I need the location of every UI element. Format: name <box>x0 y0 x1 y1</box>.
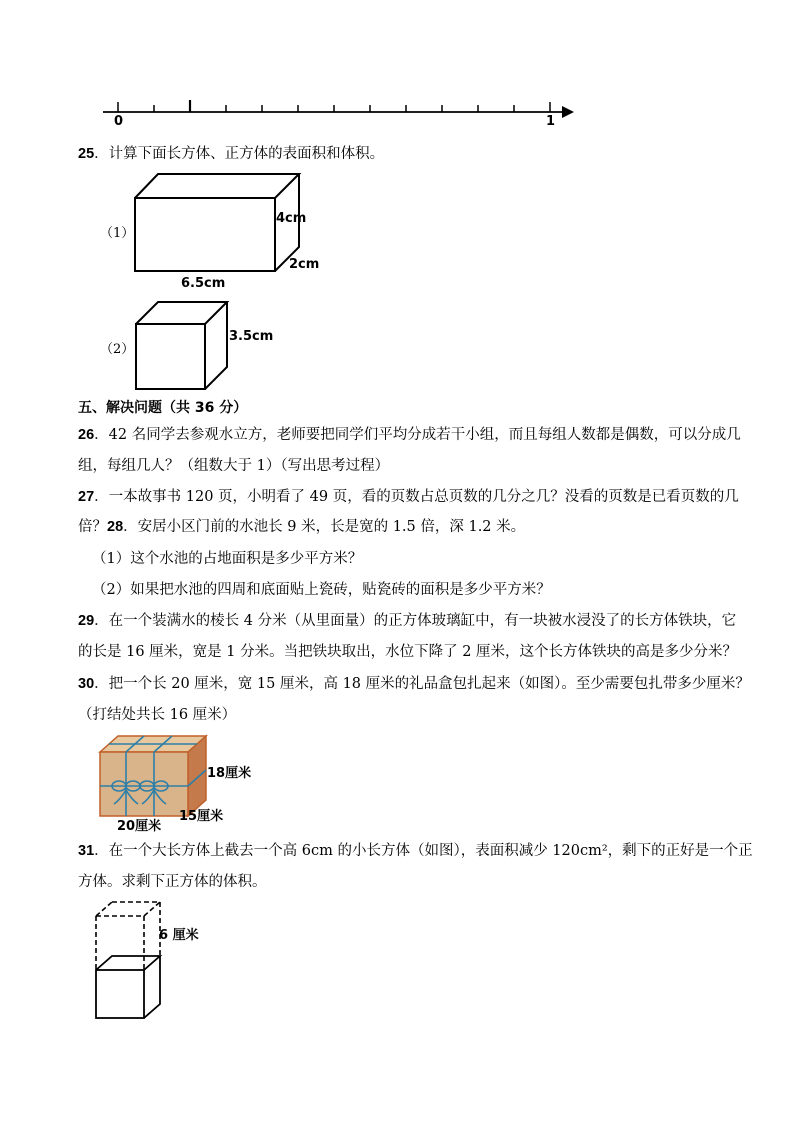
question-28-number: 28 <box>107 519 124 535</box>
question-28-text: ．安居小区门前的水池长 9 米，长是宽的 1.5 倍，深 1.2 米。 <box>123 519 526 535</box>
question-27-text-2: 倍？ <box>78 519 107 535</box>
question-25 <box>78 144 384 164</box>
question-25-number: 25 <box>78 146 95 162</box>
question-30-text-1: ．把一个长 20 厘米，宽 15 厘米，高 18 厘米的礼品盒包扎起来（如图）。至少需要包扎带多少厘米？ <box>94 676 750 692</box>
cube-edge-label: 3.5cm <box>229 329 274 344</box>
question-28-sub-2: （2）如果把水池的四周和底面贴上瓷砖，贴瓷砖的面积是多少平方米？ <box>92 582 551 598</box>
question-27-number: 27 <box>78 489 95 505</box>
question-26-line-1 <box>78 425 741 445</box>
question-27-line-2 <box>78 517 525 537</box>
question-31-number: 31 <box>78 843 95 859</box>
cut-cuboid-figure <box>92 898 168 1022</box>
question-30-number: 30 <box>78 676 95 692</box>
question-27-line-1 <box>78 487 739 507</box>
section-5-title: 五、解决问题（共 36 分） <box>78 400 248 416</box>
question-30-line-2: （打结处共长 16 厘米） <box>78 707 237 723</box>
question-30-line-1 <box>78 674 750 694</box>
question-28-sub-1: （1）这个水池的占地面积是多少平方米？ <box>92 551 363 567</box>
question-26-number: 26 <box>78 427 95 443</box>
question-29-line-1 <box>78 611 736 631</box>
cuboid-length-label: 6.5cm <box>181 276 226 291</box>
question-29-text-1: ．在一个装满水的棱长 4 分米（从里面量）的正方体玻璃缸中，有一块被水浸没了的长方体铁块，它 <box>94 613 737 629</box>
cube-figure <box>132 298 232 394</box>
gift-box-width-label: 15厘米 <box>179 809 224 824</box>
question-26-line-2: 组，每组几人？（组数大于 1）（写出思考过程） <box>78 458 390 474</box>
cuboid-height-label: 4cm <box>276 211 307 226</box>
cut-height-label: 6 厘米 <box>159 928 199 943</box>
cuboid-depth-label: 2cm <box>289 257 320 272</box>
number-line-start-label: 0 <box>114 114 124 129</box>
question-27-text-1: ．一本故事书 120 页，小明看了 49 页，看的页数占总页数的几分之几？没看的页数是已看页数的几 <box>94 489 739 505</box>
question-25-text: ．计算下面长方体、正方体的表面积和体积。 <box>94 146 385 162</box>
number-line-end-label: 1 <box>546 114 556 129</box>
question-29-number: 29 <box>78 613 95 629</box>
question-31-line-2: 方体。求剩下正方体的体积。 <box>78 874 267 890</box>
question-26-text-1: ．42 名同学去参观水立方，老师要把同学们平均分成若干小组，而且每组人数都是偶数，可以分成几 <box>94 427 741 443</box>
number-line <box>100 96 580 126</box>
gift-box-height-label: 18厘米 <box>207 766 252 781</box>
question-31-line-1 <box>78 841 753 861</box>
figure-1-label: （1） <box>100 226 135 241</box>
figure-2-label: （2） <box>100 342 135 357</box>
question-31-text-1: ．在一个大长方体上截去一个高 6cm 的小长方体（如图），表面积减少 120cm²，剩下的正好是一个正 <box>94 843 753 859</box>
question-29-line-2: 的长是 16 厘米，宽是 1 分米。当把铁块取出，水位下降了 2 厘米，这个长方体铁块的高是多少分米？ <box>78 644 738 660</box>
gift-box-length-label: 20厘米 <box>117 819 162 834</box>
